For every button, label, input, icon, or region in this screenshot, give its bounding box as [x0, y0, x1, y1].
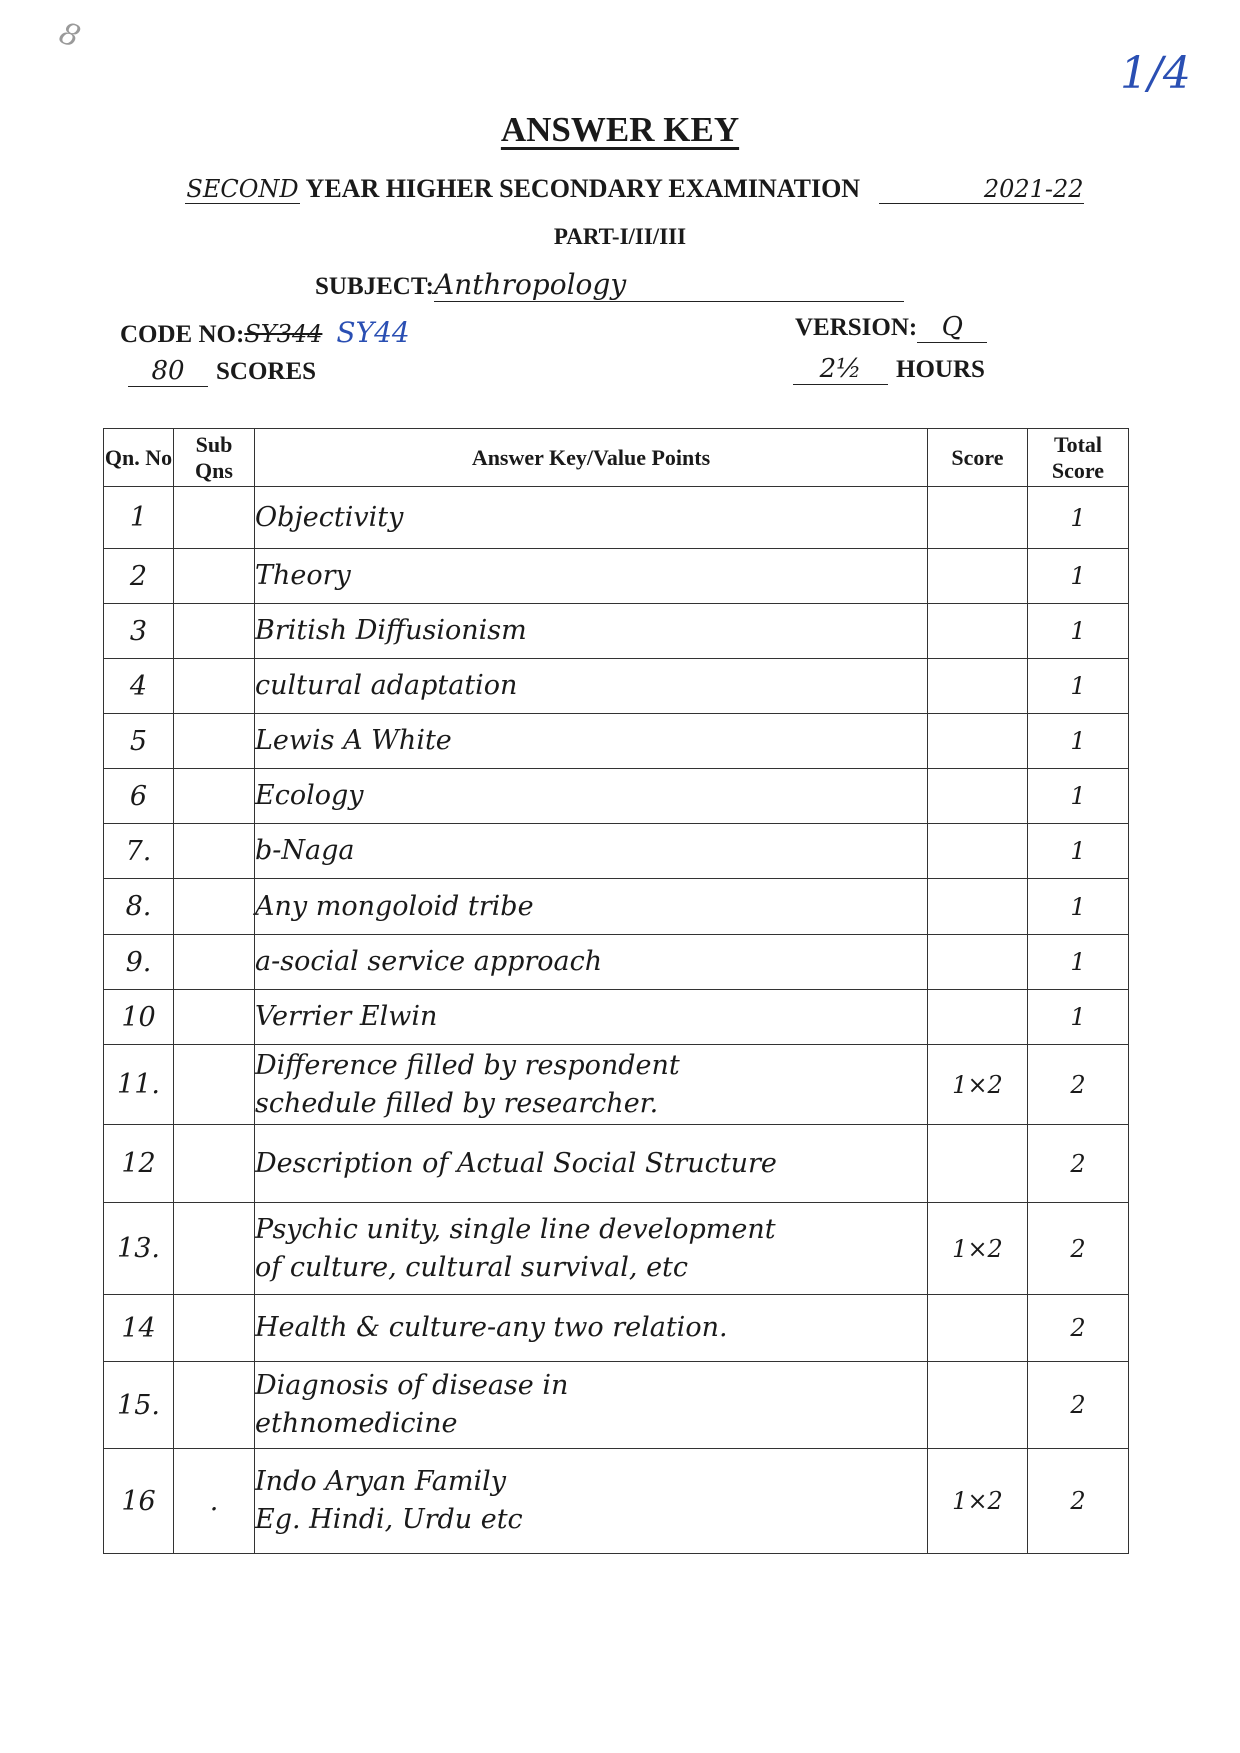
- version-field: Q: [917, 312, 987, 343]
- answer-line: Indo Aryan Family: [255, 1466, 507, 1497]
- score-cell: [928, 1295, 1028, 1362]
- sub-question: [174, 1125, 255, 1203]
- score-cell: [928, 935, 1028, 990]
- answer-cell: [255, 1449, 928, 1554]
- answer-line: schedule filled by researcher.: [255, 1087, 659, 1119]
- question-number: 7.: [104, 824, 174, 879]
- scores-label: SCORES: [216, 358, 317, 385]
- answer-line: of culture, cultural survival, etc: [255, 1251, 689, 1283]
- table-row: [104, 1449, 1129, 1554]
- answer-line: Psychic unity, single line development: [255, 1213, 776, 1245]
- answer-cell: [255, 769, 928, 824]
- score-cell: 1×2: [928, 1045, 1028, 1125]
- scores-line: [128, 356, 316, 387]
- total-score-cell: 1: [1028, 990, 1129, 1045]
- total-score-cell: 1: [1028, 935, 1129, 990]
- question-number: 6: [104, 769, 174, 824]
- total-score-cell: 1: [1028, 824, 1129, 879]
- table-row: [104, 659, 1129, 714]
- sub-question: [174, 1203, 255, 1295]
- exam-line: [185, 174, 1084, 204]
- table-row: [104, 1125, 1129, 1203]
- sub-question: [174, 659, 255, 714]
- answer-line: Ecology: [255, 780, 364, 811]
- score-cell: [928, 1125, 1028, 1203]
- answer-cell: [255, 1362, 928, 1449]
- answer-cell: [255, 1125, 928, 1203]
- total-score-cell: 2: [1028, 1449, 1129, 1554]
- answer-cell: [255, 990, 928, 1045]
- page-number: 1/4: [1120, 48, 1191, 99]
- sub-question: [174, 549, 255, 604]
- corner-mark: 8: [54, 15, 85, 56]
- table-row: [104, 990, 1129, 1045]
- score-cell: [928, 1362, 1028, 1449]
- answer-cell: [255, 659, 928, 714]
- answer-cell: [255, 1045, 928, 1125]
- total-score-cell: 1: [1028, 659, 1129, 714]
- table-row: [104, 714, 1129, 769]
- sub-question: [174, 769, 255, 824]
- sub-question: [174, 714, 255, 769]
- sub-question: [174, 824, 255, 879]
- score-cell: [928, 879, 1028, 935]
- table-row: [104, 824, 1129, 879]
- sub-question: [174, 1295, 255, 1362]
- part-label: PART-I/II/III: [553, 224, 687, 249]
- table-row: [104, 1203, 1129, 1295]
- question-number: 3: [104, 604, 174, 659]
- answer-cell: [255, 879, 928, 935]
- version-label: VERSION:: [795, 314, 918, 341]
- question-number: 12: [104, 1125, 174, 1203]
- answer-cell: [255, 604, 928, 659]
- score-cell: [928, 714, 1028, 769]
- code-struck-value: SY344: [244, 320, 323, 348]
- hours-line: [793, 354, 985, 385]
- question-number: 8.: [104, 879, 174, 935]
- total-score-cell: 1: [1028, 487, 1129, 549]
- answer-cell: [255, 487, 928, 549]
- question-number: 5: [104, 714, 174, 769]
- answer-cell: [255, 935, 928, 990]
- answer-line: Objectivity: [255, 501, 404, 533]
- subject-label: SUBJECT:: [315, 273, 435, 300]
- header-total: Total Score: [1028, 429, 1129, 487]
- question-number: 11.: [104, 1045, 174, 1125]
- table-header-row: [104, 429, 1129, 487]
- exam-line-text: YEAR HIGHER SECONDARY EXAMINATION: [305, 174, 861, 203]
- total-score-cell: 1: [1028, 714, 1129, 769]
- exam-year-field: SECOND: [186, 175, 299, 203]
- code-line: [120, 316, 410, 349]
- code-label: CODE NO:: [120, 321, 245, 348]
- question-number: 15.: [104, 1362, 174, 1449]
- score-cell: [928, 487, 1028, 549]
- table-row: [104, 1362, 1129, 1449]
- question-number: 16: [104, 1449, 174, 1554]
- sub-question: [174, 604, 255, 659]
- answer-line: Description of Actual Social Structure: [255, 1147, 777, 1179]
- answer-line: Eg. Hindi, Urdu etc: [255, 1504, 523, 1535]
- header-answer: Answer Key/Value Points: [255, 429, 928, 487]
- question-number: 10: [104, 990, 174, 1045]
- question-number: 14: [104, 1295, 174, 1362]
- table-row: [104, 604, 1129, 659]
- sub-question: [174, 990, 255, 1045]
- answer-line: Health & culture-any two relation.: [255, 1312, 728, 1343]
- scores-field: 80: [128, 356, 208, 387]
- answer-line: Verrier Elwin: [255, 1001, 438, 1032]
- header-qn: Qn. No: [104, 429, 174, 487]
- sub-question: [174, 935, 255, 990]
- score-cell: 1×2: [928, 1203, 1028, 1295]
- header-sub: Sub Qns: [174, 429, 255, 487]
- score-cell: [928, 769, 1028, 824]
- total-score-cell: 1: [1028, 879, 1129, 935]
- total-score-cell: 1: [1028, 769, 1129, 824]
- score-cell: [928, 604, 1028, 659]
- table-row: [104, 769, 1129, 824]
- total-score-cell: 2: [1028, 1295, 1129, 1362]
- answer-line: Difference filled by respondent: [255, 1049, 680, 1081]
- total-score-cell: 1: [1028, 604, 1129, 659]
- page-title: ANSWER KEY: [500, 110, 740, 149]
- answer-cell: [255, 1203, 928, 1295]
- version-line: [795, 312, 987, 343]
- table-row: [104, 1045, 1129, 1125]
- answer-line: b-Naga: [255, 835, 355, 866]
- score-cell: [928, 990, 1028, 1045]
- answer-cell: [255, 824, 928, 879]
- answer-line: Diagnosis of disease in: [255, 1370, 569, 1401]
- table-row: [104, 549, 1129, 604]
- code-value: SY44: [336, 316, 410, 349]
- table-row: [104, 487, 1129, 549]
- answer-cell: [255, 714, 928, 769]
- question-number: 9.: [104, 935, 174, 990]
- score-cell: [928, 824, 1028, 879]
- subject-line: [315, 268, 904, 302]
- answer-line: Lewis A White: [255, 725, 452, 756]
- question-number: 1: [104, 487, 174, 549]
- table-body: [104, 487, 1129, 1554]
- subject-field: Anthropology: [434, 268, 904, 302]
- answer-line: ethnomedicine: [255, 1408, 458, 1439]
- answer-line: a-social service approach: [255, 946, 603, 977]
- table-row: [104, 879, 1129, 935]
- sub-question: .: [174, 1449, 255, 1554]
- sub-question: [174, 487, 255, 549]
- total-score-cell: 2: [1028, 1362, 1129, 1449]
- answer-cell: [255, 549, 928, 604]
- score-cell: 1×2: [928, 1449, 1028, 1554]
- answer-key-table: [103, 428, 1129, 1554]
- header-score: Score: [928, 429, 1028, 487]
- answer-line: Theory: [255, 560, 351, 591]
- table-row: [104, 1295, 1129, 1362]
- table-row: [104, 935, 1129, 990]
- score-cell: [928, 659, 1028, 714]
- question-number: 4: [104, 659, 174, 714]
- score-cell: [928, 549, 1028, 604]
- answer-line: cultural adaptation: [255, 670, 518, 701]
- total-score-cell: 2: [1028, 1125, 1129, 1203]
- hours-label: HOURS: [896, 356, 985, 383]
- total-score-cell: 1: [1028, 549, 1129, 604]
- answer-cell: [255, 1295, 928, 1362]
- question-number: 13.: [104, 1203, 174, 1295]
- total-score-cell: 2: [1028, 1203, 1129, 1295]
- sub-question: [174, 879, 255, 935]
- answer-line: British Diffusionism: [255, 615, 527, 646]
- total-score-cell: 2: [1028, 1045, 1129, 1125]
- sub-question: [174, 1362, 255, 1449]
- answer-line: Any mongoloid tribe: [255, 890, 534, 922]
- question-number: 2: [104, 549, 174, 604]
- hours-field: 2½: [793, 354, 888, 385]
- exam-session-field: 2021-22: [879, 175, 1084, 204]
- sub-question: [174, 1045, 255, 1125]
